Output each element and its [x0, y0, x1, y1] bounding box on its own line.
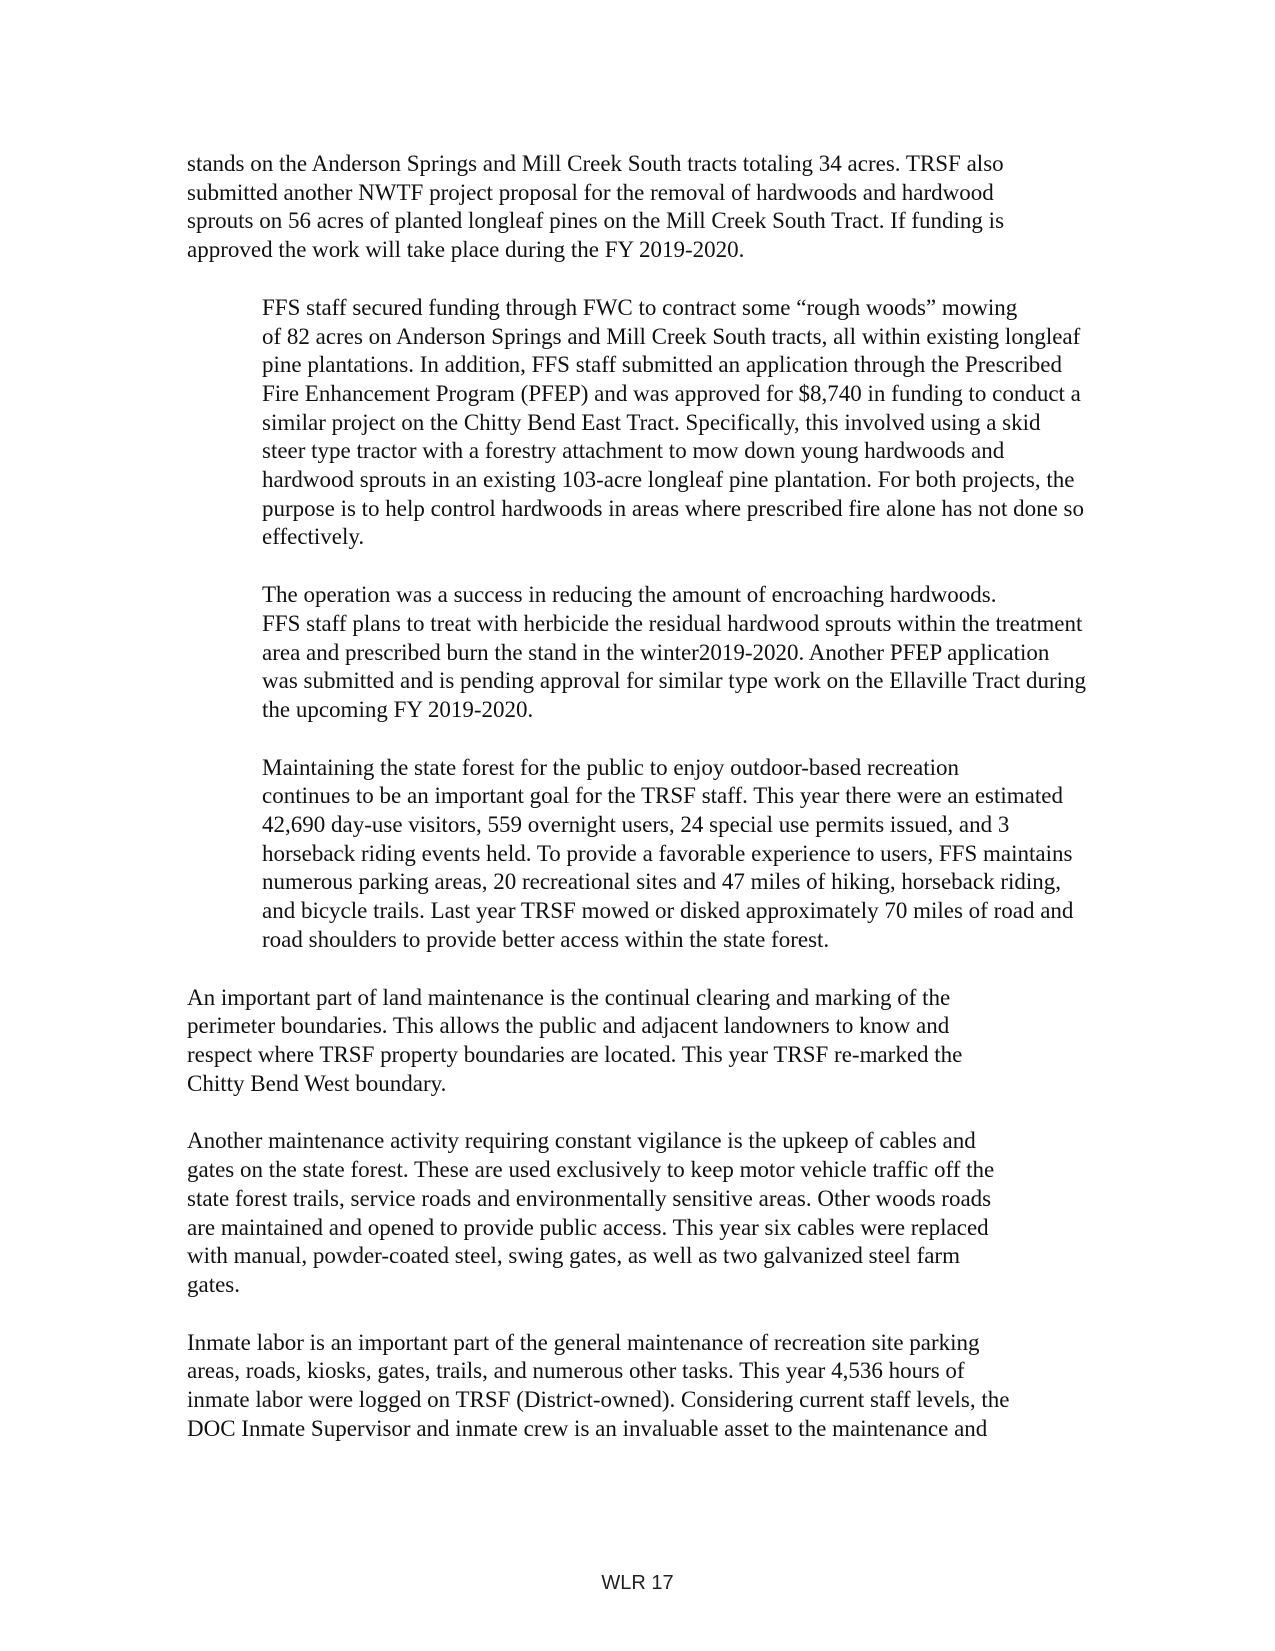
document-body [187, 150, 1097, 1472]
text-line: road shoulders to provide better access within the state forest. [262, 926, 830, 952]
paragraph [187, 754, 1097, 955]
text-line: approved the work will take place during the FY 2019-2020. [187, 237, 745, 263]
text-line: inmate labor were logged on TRSF (District-owned). Considering current staff levels, the [187, 1387, 1010, 1413]
text-line: of 82 acres on Anderson Springs and Mill Creek South tracts, all within existing longleaf [262, 323, 1081, 349]
text-line: An important part of land maintenance is the continual clearing and marking of the [187, 984, 951, 1010]
paragraph [187, 1127, 1097, 1299]
text-line: numerous parking areas, 20 recreational sites and 47 miles of hiking, horseback riding, [262, 869, 1062, 895]
text-line: gates. [187, 1271, 241, 1297]
paragraph [187, 581, 1097, 725]
text-line: purpose is to help control hardwoods in areas where prescribed fire alone has not done so [262, 495, 1085, 521]
text-line: Fire Enhancement Program (PFEP) and was approved for $8,740 in funding to conduct a [262, 380, 1081, 406]
text-line: state forest trails, service roads and environmentally sensitive areas. Other woods roads [187, 1185, 992, 1211]
text-line: similar project on the Chitty Bend East Tract. Specifically, this involved using a skid [262, 409, 1041, 435]
text-line: are maintained and opened to provide public access. This year six cables were replaced [187, 1214, 989, 1240]
text-line: respect where TRSF property boundaries are located. This year TRSF re-marked the [187, 1041, 963, 1067]
paragraph [187, 1329, 1097, 1444]
text-line: continues to be an important goal for the TRSF staff. This year there were an estimated [262, 783, 1063, 809]
text-line: area and prescribed burn the stand in the winter2019-2020. Another PFEP application [262, 639, 1050, 665]
text-line: perimeter boundaries. This allows the public and adjacent landowners to know and [187, 1013, 950, 1039]
text-line: 42,690 day-use visitors, 559 overnight users, 24 special use permits issued, and 3 [262, 812, 1010, 838]
text-line: pine plantations. In addition, FFS staff submitted an application through the Prescribed [262, 352, 1062, 378]
text-line: Maintaining the state forest for the public to enjoy outdoor-based recreation [262, 754, 959, 780]
text-line: FFS staff secured funding through FWC to contract some “rough woods” mowing [262, 294, 1018, 320]
paragraph [187, 294, 1097, 552]
text-line: hardwood sprouts in an existing 103-acre longleaf pine plantation. For both projects, the [262, 467, 1075, 493]
text-line: horseback riding events held. To provide a favorable experience to users, FFS maintains [262, 840, 1073, 866]
text-line: Chitty Bend West boundary. [187, 1070, 447, 1096]
text-line: submitted another NWTF project proposal for the removal of hardwoods and hardwood [187, 179, 994, 205]
text-line: with manual, powder-coated steel, swing gates, as well as two galvanized steel farm [187, 1243, 960, 1269]
paragraph [187, 150, 1097, 265]
text-line: was submitted and is pending approval for similar type work on the Ellaville Tract during [262, 668, 1087, 694]
text-line: The operation was a success in reducing the amount of encroaching hardwoods. [262, 582, 997, 608]
page-footer: WLR 17 [601, 1572, 674, 1594]
text-line: the upcoming FY 2019-2020. [262, 696, 534, 722]
text-line: Another maintenance activity requiring constant vigilance is the upkeep of cables and [187, 1128, 976, 1154]
paragraph [187, 984, 1097, 1099]
text-line: stands on the Anderson Springs and Mill Creek South tracts totaling 34 acres. TRSF also [187, 151, 1004, 176]
text-line: FFS staff plans to treat with herbicide the residual hardwood sprouts within the treatment [262, 610, 1083, 636]
text-line: gates on the state forest. These are used exclusively to keep motor vehicle traffic off the [187, 1157, 995, 1183]
text-line: DOC Inmate Supervisor and inmate crew is an invaluable asset to the maintenance and [187, 1415, 988, 1441]
text-line: sprouts on 56 acres of planted longleaf pines on the Mill Creek South Tract. If funding is [187, 208, 1005, 234]
text-line: and bicycle trails. Last year TRSF mowed or disked approximately 70 miles of road and [262, 898, 1074, 924]
text-line: effectively. [262, 524, 365, 550]
text-line: Inmate labor is an important part of the general maintenance of recreation site parking [187, 1329, 980, 1355]
text-line: steer type tractor with a forestry attachment to mow down young hardwoods and [262, 438, 1005, 464]
text-line: areas, roads, kiosks, gates, trails, and numerous other tasks. This year 4,536 hours of [187, 1358, 965, 1384]
